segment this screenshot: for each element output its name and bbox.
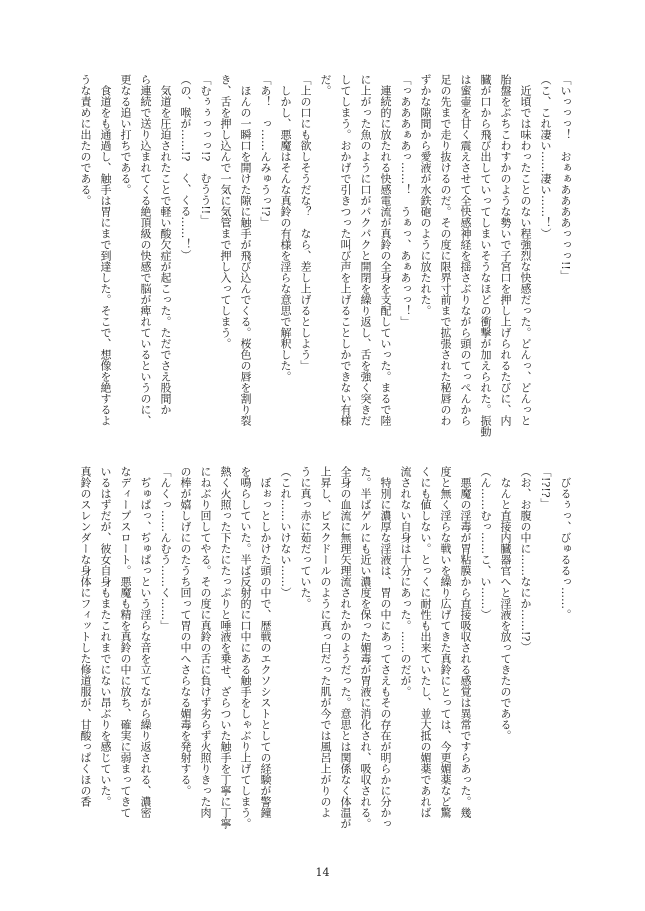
- text-column: た。半ばゲルにも近い濃度を保った媚毒が胃液に消化され、吸収される。: [359, 466, 372, 829]
- upper-text-block: [75, 74, 575, 438]
- text-column: 「っあああぁあっ……！ うぁっ、あぁあっっ！」: [399, 74, 412, 327]
- text-column: しかし、悪魔はそんな真鈴の有様を淫らな意思で解釈した。: [279, 74, 292, 382]
- text-column: 「上の口にも欲しそうだな？ なら、差し上げるとしよう」: [299, 74, 312, 371]
- text-column: （こ、これ凄い……凄い……！）: [539, 74, 552, 239]
- text-column: ら連続で送り込まれてくる絶頂級の快感で脳が痺れているというのに、: [139, 74, 152, 426]
- text-column: 悪魔の淫毒が胃粘膜から直接吸収される感覚は異常ですらあった。幾: [459, 466, 472, 818]
- text-column: 「んくっ……んむう……く……」: [159, 466, 172, 631]
- text-column: 気道を圧迫されたことで軽い酸欠症が起こった。ただでさえ股間か: [159, 74, 172, 415]
- text-column: うな責めに出たのである。: [79, 74, 92, 206]
- text-column: 連続的に放たれる快感電流が真鈴の全身を支配していった。まるで陸: [379, 74, 392, 426]
- text-column: （ん……むっ……こ、い……）: [479, 466, 492, 620]
- text-column: 「あ！ っ……んみゅうっ!?」: [259, 74, 272, 228]
- text-column: ずかな隙間から愛液が水鉄砲のように放たれた。: [419, 74, 432, 316]
- text-column: は蜜壷を甘く震えさせて全快感神経を揺さぶりながら頭のてっぺんから: [459, 74, 472, 426]
- text-column: 真鈴のスレンダーな身体にフィットした修道服が、甘酸っぱくほの香: [79, 466, 92, 807]
- text-column: の棒が嬉しげにのたうち回って胃の中へさらなる媚毒を発射する。: [179, 466, 192, 796]
- text-column: 「いっっっ！ おぁぁああああっっっ!!」: [559, 74, 572, 281]
- text-column: なディープスロート。悪魔も精を真鈴の中に放ち、確実に弱まってきて: [119, 466, 132, 818]
- text-column: いるはずだが、彼女自身もまたこれまでにない昂ぶりを感じていた。: [99, 466, 112, 807]
- text-column: （これ……いけない……）: [279, 466, 292, 598]
- text-column: 度と無く淫らな戦いを繰り広げてきた真鈴にとっては、今更媚薬など驚: [439, 466, 452, 818]
- text-column: だ。: [319, 74, 332, 96]
- text-column: 上昇し、ビスクドールのように真っ白だった肌が今では風呂上がりのよ: [319, 466, 332, 818]
- text-column: 熱く火照った下たにたっぷりと唾液を乗せ、ざらついた触手を丁寧に丁寧: [219, 466, 232, 829]
- text-column: うに真っ赤に茹だっていた。: [299, 466, 312, 609]
- text-column: びるぅっ、びゅるるっ……。: [559, 466, 572, 620]
- lower-text-block: [75, 466, 575, 830]
- text-column: を鳴らしていた。半ば反射的に口中にある触手をしゃぶり上げてしまう。: [239, 466, 252, 829]
- text-column: 近頃では味わったことのない程強烈な快感だった。どんっ、どんっと: [519, 74, 532, 426]
- text-column: （お、お腹の中に……なにか……!?）: [519, 466, 532, 653]
- text-column: くにも値しない。とっくに耐性も出来ていたし、並大抵の媚薬であれば: [419, 466, 432, 818]
- text-column: き、舌を押し込んで一気に気管まで押し入ってしまう。: [219, 74, 232, 349]
- text-column: 「!?!?」: [539, 466, 552, 509]
- text-column: 臓が口から飛び出していってしまいそうなほどの衝撃が加えられた。振動: [479, 74, 492, 437]
- text-column: 特別に濃厚な淫液は、胃の中にあってさえもその存在が明らかに分かっ: [379, 466, 392, 829]
- text-column: ほんの一瞬口を開けた隙に触手が飛び込んでくる。桜色の唇を割り裂: [239, 74, 252, 426]
- text-column: ぢゅぱっ、ぢゅぱっという淫らな音を立てながら繰り返される、濃密: [139, 466, 152, 818]
- text-column: 食道をも通過し、触手は胃にまで到達した。そこで、想像を絶するよ: [99, 74, 112, 426]
- text-column: 足の先まで走り抜けるのだ。その度に限界寸前まで拡張された秘唇のわ: [439, 74, 452, 426]
- text-column: ぼぉっとしかけた頭の中で、歴戦のエクソシストとしての経験が警鐘: [259, 466, 272, 818]
- page-number: 14: [315, 866, 330, 879]
- text-column: 更なる追い打ちである。: [119, 74, 132, 195]
- text-column: なんと直接内臓器官へと淫液を放ってきたのである。: [499, 466, 512, 741]
- text-column: にねぶり回してやる。その度に真鈴の舌に負けず劣らず火照りきった肉: [199, 466, 212, 818]
- text-column: 全身の血流に無理矢理流されたかのようだった。意思とは関係なく体温が: [339, 466, 352, 829]
- text-column: 胎盤をぶちこわすかのような勢いで子宮口を押し上げられるたびに、内: [499, 74, 512, 426]
- text-column: に上がった魚のように口がパクパクと開閉を繰り返し、舌を強く突きだ: [359, 74, 372, 426]
- text-column: してしまう。おかげで引きつった叫び声を上げることしかできない有様: [339, 74, 352, 426]
- text-column: 流されない自身は十分にあった。……のだが。: [399, 466, 412, 697]
- text-column: 「むぅぅっっっ!? むうう!!」: [199, 74, 212, 226]
- text-column: （の、喉が……!? く、くる……！）: [179, 74, 192, 261]
